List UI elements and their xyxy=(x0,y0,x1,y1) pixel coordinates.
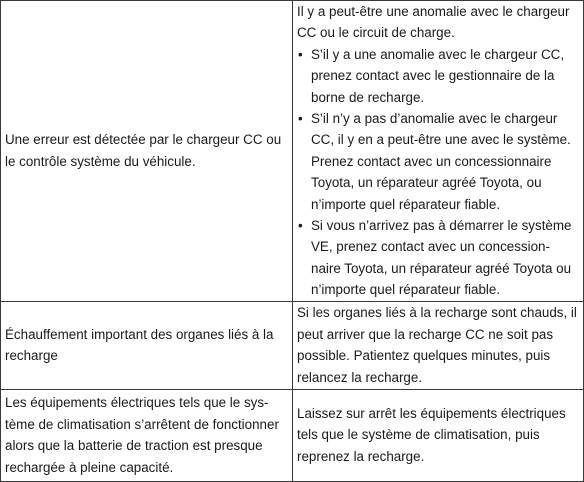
table-row xyxy=(1,1,584,302)
table-row xyxy=(1,389,584,481)
cause-cell xyxy=(1,301,293,389)
table-row xyxy=(1,301,584,389)
list-item: • S’il n’y a pas d’anomalie avec le chargeur CC, il y en a peut-être une avec le système. Prenez contact avec un concessionnaire Toyota, un réparateur agréé Toyota, ou n’importe quel réparateur fiable. xyxy=(297,108,578,215)
cause-cell xyxy=(1,1,293,302)
cause-text: Échauffement important des organes liés à la recharge xyxy=(5,326,274,364)
solution-bullet-list xyxy=(297,44,578,301)
cause-cell xyxy=(1,389,293,481)
solution-cell xyxy=(293,1,584,302)
list-item: • Si vous n’arrivez pas à démarrer le système VE, prenez contact avec un concession-naire Toyota, un réparateur agréé Toyota ou n’importe quel réparateur fiable. xyxy=(297,215,578,301)
cause-text: Les équipements électriques tels que le sys-tème de climatisation s’arrêtent de fonctionner alors que la batterie de traction est presque rechargée à pleine capacité. xyxy=(5,395,279,475)
list-item: • S’il y a une anomalie avec le chargeur CC, prenez contact avec le gestionnaire de la borne de recharge. xyxy=(297,44,578,108)
solution-text: Laissez sur arrêt les équipements électriques tels que le système de climatisation, puis reprenez la recharge. xyxy=(297,406,566,464)
solution-cell xyxy=(293,389,584,481)
solution-text: Si les organes liés à la recharge sont chauds, il peut arriver que la recharge CC ne soit pas possible. Patientez quelques minutes, puis relancez la recharge. xyxy=(297,305,577,385)
cause-text: Une erreur est détectée par le chargeur CC ou le contrôle système du véhicule. xyxy=(5,132,282,169)
solution-intro: Il y a peut-être une anomalie avec le chargeur CC ou le circuit de charge. xyxy=(297,4,570,41)
solution-cell xyxy=(293,301,584,389)
